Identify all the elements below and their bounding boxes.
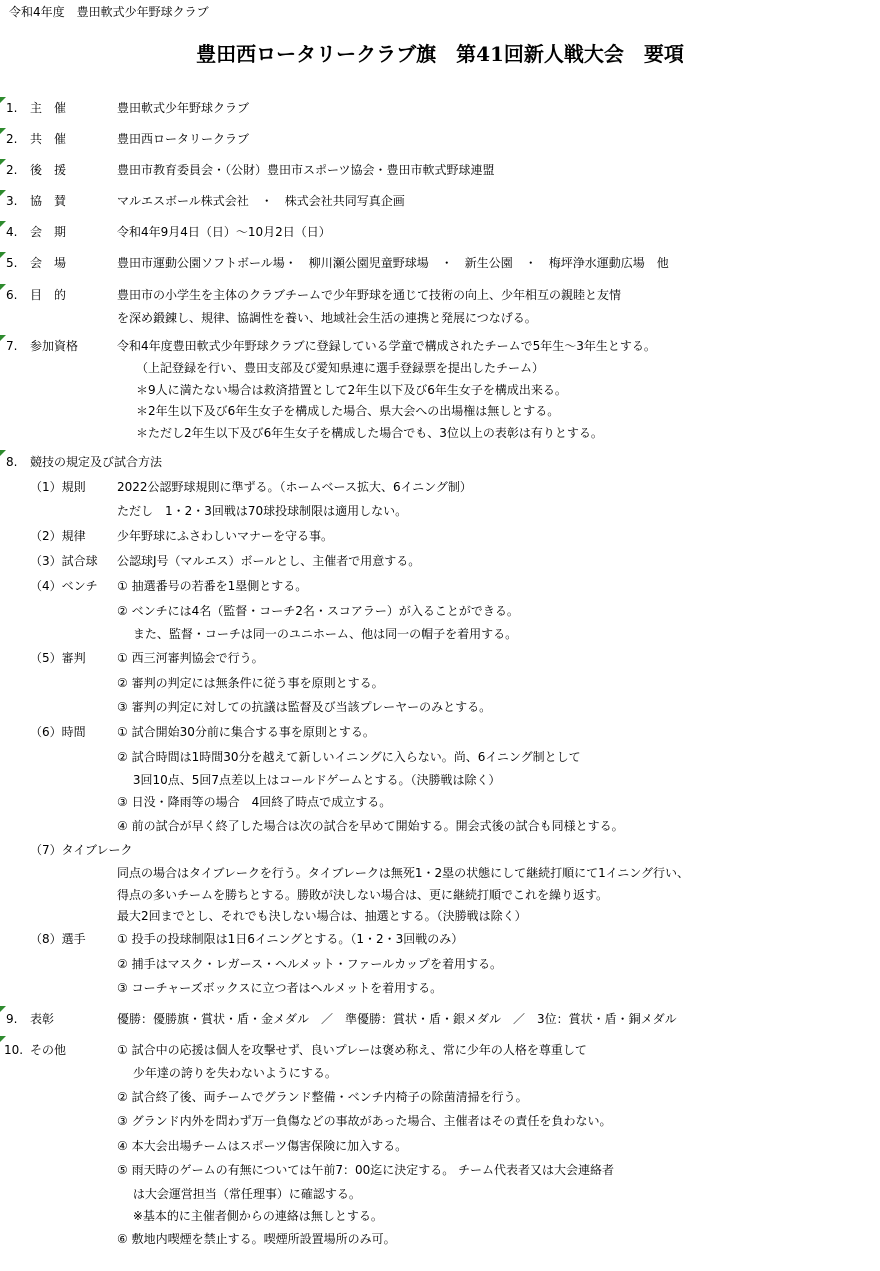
other-line: は大会運営担当（常任理事）に確認する。 (117, 1187, 361, 1201)
sub-label: （5）審判 (30, 651, 86, 665)
item-value: 豊田市の小学生を主体のクラブチームで少年野球を通じて技術の向上、少年相互の親睦と友情 (117, 288, 622, 302)
rule-line: ③ コーチャーズボックスに立つ者はヘルメットを着用する。 (117, 981, 443, 995)
item-key: 会 期 (30, 225, 67, 239)
other-line: ① 試合中の応援は個人を攻撃せず、良いプレーは褒め称え、常に少年の人格を尊重して (117, 1043, 587, 1057)
rule-line: ① 試合開始30分前に集合する事を原則とする。 (117, 725, 375, 739)
document-title: 豊田西ロータリークラブ旗 第41回新人戦大会 要項 (196, 42, 684, 66)
section-number: 10. (4, 1043, 24, 1057)
item-key: 共 催 (30, 132, 67, 146)
sub-label: （1）規則 (30, 480, 86, 494)
other-line: ③ グランド内外を問わず万一負傷などの事故があった場合、主催者はその責任を負わない。 (117, 1114, 612, 1128)
section-number: 9. (6, 1012, 18, 1026)
item-key: 参加資格 (30, 339, 79, 353)
rule-line: ③ 日没・降雨等の場合 4回終了時点で成立する。 (117, 795, 392, 809)
section-key: その他 (30, 1043, 67, 1057)
rule-line: ② 試合時間は1時間30分を越えて新しいイニングに入らない。尚、6イニング制として (117, 750, 581, 764)
sub-label: （6）時間 (30, 725, 86, 739)
section-title: 競技の規定及び試合方法 (30, 455, 163, 469)
item-value: 豊田西ロータリークラブ (117, 132, 250, 146)
item-number: 1. (6, 101, 18, 115)
item-value: 豊田軟式少年野球クラブ (117, 101, 250, 115)
item-value: 豊田市教育委員会・（公財）豊田市スポーツ協会・豊田市軟式野球連盟 (117, 163, 495, 177)
rule-line: ③ 審判の判定に対しての抗議は監督及び当該プレーヤーのみとする。 (117, 700, 492, 714)
rule-line: ② ベンチには4名（監督・コーチ2名・スコアラー）が入ることができる。 (117, 604, 519, 618)
rule-line: 最大2回までとし、それでも決しない場合は、抽選とする。（決勝戦は除く） (117, 909, 527, 923)
eligibility-note: ＊2年生以下及び6年生女子を構成した場合、県大会への出場権は無しとする。 (136, 404, 560, 418)
section-number: 8. (6, 455, 18, 469)
item-number: 7. (6, 339, 18, 353)
award-line: 優勝：優勝旗・賞状・盾・金メダル ／ 準優勝：賞状・盾・銀メダル ／ 3位：賞状・盾・銅メダル (117, 1012, 677, 1026)
rule-line: ② 捕手はマスク・レガース・ヘルメット・ファールカップを着用する。 (117, 957, 503, 971)
other-line: ※基本的に主催者側からの連絡は無しとする。 (117, 1209, 383, 1223)
item-value: 豊田市運動公園ソフトボール場・ 柳川瀬公園児童野球場 ・ 新生公園 ・ 梅坪浄水運動広場 他 (117, 256, 669, 270)
rule-line: 少年野球にふさわしいマナーを守る事。 (117, 529, 334, 543)
item-key: 後 援 (30, 163, 67, 177)
document-header: 令和4年度 豊田軟式少年野球クラブ (9, 5, 209, 19)
other-line: ⑥ 敷地内喫煙を禁止する。喫煙所設置場所のみ可。 (117, 1232, 396, 1246)
section-key: 表彰 (30, 1012, 55, 1026)
item-value: 令和4年9月4日（日）～10月2日（日） (117, 225, 331, 239)
other-line: ④ 本大会出場チームはスポーツ傷害保険に加入する。 (117, 1139, 408, 1153)
rule-line: 得点の多いチームを勝ちとする。勝敗が決しない場合は、更に継続打順でこれを繰り返す。 (117, 888, 609, 902)
sub-label: （7）タイブレーク (30, 843, 133, 857)
item-number: 6. (6, 288, 18, 302)
rule-line: ① 西三河審判協会で行う。 (117, 651, 264, 665)
eligibility-note: （上記登録を行い、豊田支部及び愛知県連に選手登録票を提出したチーム） (136, 361, 545, 375)
item-number: 2. (6, 132, 18, 146)
rule-line: ② 審判の判定には無条件に従う事を原則とする。 (117, 676, 384, 690)
item-number: 4. (6, 225, 18, 239)
sub-label: （3）試合球 (30, 554, 98, 568)
rule-line: 3回10点、5回7点差以上はコールドゲームとする。（決勝戦は除く） (117, 773, 501, 787)
eligibility-note: ＊9人に満たない場合は救済措置として2年生以下及び6年生女子を構成出来る。 (136, 383, 567, 397)
item-key: 協 賛 (30, 194, 67, 208)
item-key: 主 催 (30, 101, 67, 115)
rule-line: 公認球J号（マルエス）ボールとし、主催者で用意する。 (117, 554, 421, 568)
rule-line: ① 抽選番号の若番を1塁側とする。 (117, 579, 308, 593)
item-key: 目 的 (30, 288, 67, 302)
rule-line: 2022公認野球規則に準ずる。（ホームベース拡大、6イニング制） (117, 480, 472, 494)
item-value: 令和4年度豊田軟式少年野球クラブに登録している学童で構成されたチームで5年生～3年生とする。 (117, 339, 656, 353)
other-line: ② 試合終了後、両チームでグランド整備・ベンチ内椅子の除菌清掃を行う。 (117, 1090, 528, 1104)
cell-marker (0, 1036, 6, 1042)
item-value: マルエスボール株式会社 ・ 株式会社共同写真企画 (117, 194, 405, 208)
rule-line: 同点の場合はタイブレークを行う。タイブレークは無死1・2塁の状態にして継続打順にて1イニング行い、 (117, 866, 690, 880)
rule-line: ただし 1・2・3回戦は70球投球制限は適用しない。 (117, 504, 408, 518)
sub-label: （2）規律 (30, 529, 86, 543)
rule-line: ④ 前の試合が早く終了した場合は次の試合を早めて開始する。開会式後の試合も同様とする。 (117, 819, 624, 833)
item-key: 会 場 (30, 256, 67, 270)
item-number: 5. (6, 256, 18, 270)
item-number: 3. (6, 194, 18, 208)
rule-line: ① 投手の投球制限は1日6イニングとする。（1・2・3回戦のみ） (117, 932, 464, 946)
other-line: ⑤ 雨天時のゲームの有無については午前7：00迄に決定する。 チーム代表者又は大会連絡者 (117, 1163, 615, 1177)
sub-label: （8）選手 (30, 932, 86, 946)
sub-label: （4）ベンチ (30, 579, 98, 593)
item-value: を深め鍛錬し、規律、協調性を養い、地域社会生活の連携と発展につなげる。 (117, 311, 537, 325)
eligibility-note: ＊ただし2年生以下及び6年生女子を構成した場合でも、3位以上の表彰は有りとする。 (136, 426, 603, 440)
other-line: 少年達の誇りを失わないようにする。 (117, 1066, 337, 1080)
item-number: 2. (6, 163, 18, 177)
rule-line: また、監督・コーチは同一のユニホーム、他は同一の帽子を着用する。 (117, 627, 518, 641)
